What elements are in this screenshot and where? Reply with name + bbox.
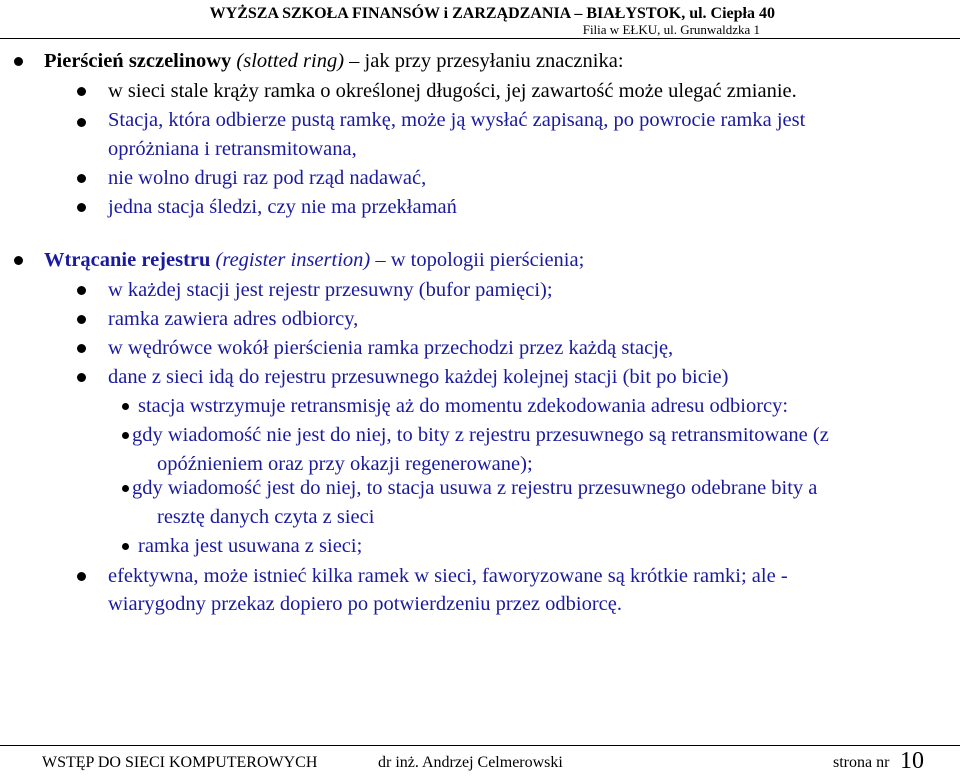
section2-item: w każdej stacji jest rejestr przesuwny (bufor pamięci);	[108, 279, 553, 301]
bullet-icon	[77, 87, 86, 96]
section2-title	[44, 248, 584, 272]
section1-title-bold: Pierścień szczelinowy	[44, 50, 232, 72]
section1-item: nie wolno drugi raz pod rząd nadawać,	[108, 167, 427, 189]
bullet-icon	[77, 174, 86, 183]
footer-page-number: 10	[900, 748, 924, 774]
bullet-icon	[122, 432, 129, 439]
section1-title-rest: – jak przy przesyłaniu znacznika:	[349, 50, 624, 72]
bullet-icon	[77, 344, 86, 353]
section2-subitem-continuation: opóźnieniem oraz przy okazji regenerowane);	[157, 453, 533, 475]
section2-title-rest: – w topologii pierścienia;	[375, 249, 585, 271]
bullet-icon	[122, 403, 129, 410]
footer	[0, 748, 960, 778]
bullet-icon	[77, 373, 86, 382]
section1-item-continuation: opróżniana i retransmitowana,	[108, 138, 357, 160]
section2-title-italic: (register insertion)	[215, 249, 371, 271]
bullet-icon	[122, 485, 129, 492]
bullet-icon	[77, 286, 86, 295]
section2-subitem: stacja wstrzymuje retransmisję aż do momentu zdekodowania adresu odbiorcy:	[138, 395, 789, 417]
footer-course: WSTĘP DO SIECI KOMPUTEROWYCH	[42, 754, 318, 771]
bullet-icon	[14, 256, 23, 265]
section2-item-continuation: wiarygodny przekaz dopiero po potwierdzeniu przez odbiorcę.	[108, 593, 623, 615]
header-institution: WYŻSZA SZKOŁA FINANSÓW i ZARZĄDZANIA – BIAŁYSTOK, ul. Ciepła 40	[209, 5, 775, 22]
bullet-icon	[14, 57, 23, 66]
section2-item: dane z sieci idą do rejestru przesuwnego każdej kolejnej stacji (bit po bicie)	[108, 366, 729, 388]
section2-item: w wędrówce wokół pierścienia ramka przechodzi przez każdą stację,	[108, 337, 674, 359]
section1-item: Stacja, która odbierze pustą ramkę, może ją wysłać zapisaną, po powrocie ramka jest	[108, 109, 806, 131]
section1-item: w sieci stale krąży ramka o określonej długości, jej zawartość może ulegać zmianie.	[108, 80, 797, 102]
section2-item: efektywna, może istnieć kilka ramek w sieci, faworyzowane są krótkie ramki; ale -	[108, 565, 788, 587]
bullet-icon	[77, 203, 86, 212]
header-branch: Filia w EŁKU, ul. Grunwaldzka 1	[582, 22, 760, 37]
footer-rule	[0, 745, 960, 746]
section2-subitem: ramka jest usuwana z sieci;	[138, 535, 363, 557]
section2-subitem: gdy wiadomość nie jest do niej, to bity z rejestru przesuwnego są retransmitowane (z	[132, 424, 829, 446]
section2-item: ramka zawiera adres odbiorcy,	[108, 308, 359, 330]
section2-subitem-continuation: resztę danych czyta z sieci	[157, 506, 375, 528]
bullet-icon	[77, 572, 86, 581]
bullet-icon	[77, 315, 86, 324]
footer-page-label: strona nr	[833, 754, 890, 771]
bullet-icon	[77, 118, 86, 127]
section2-title-bold: Wtrącanie rejestru	[44, 249, 211, 271]
section1-item: jedna stacja śledzi, czy nie ma przekłamań	[108, 196, 457, 218]
footer-author: dr inż. Andrzej Celmerowski	[378, 754, 563, 771]
section1-title-italic: (slotted ring)	[236, 50, 345, 72]
section2-subitem: gdy wiadomość jest do niej, to stacja usuwa z rejestru przesuwnego odebrane bity a	[132, 477, 818, 499]
header-rule	[0, 38, 960, 39]
section1-title	[44, 49, 624, 73]
bullet-icon	[122, 543, 129, 550]
